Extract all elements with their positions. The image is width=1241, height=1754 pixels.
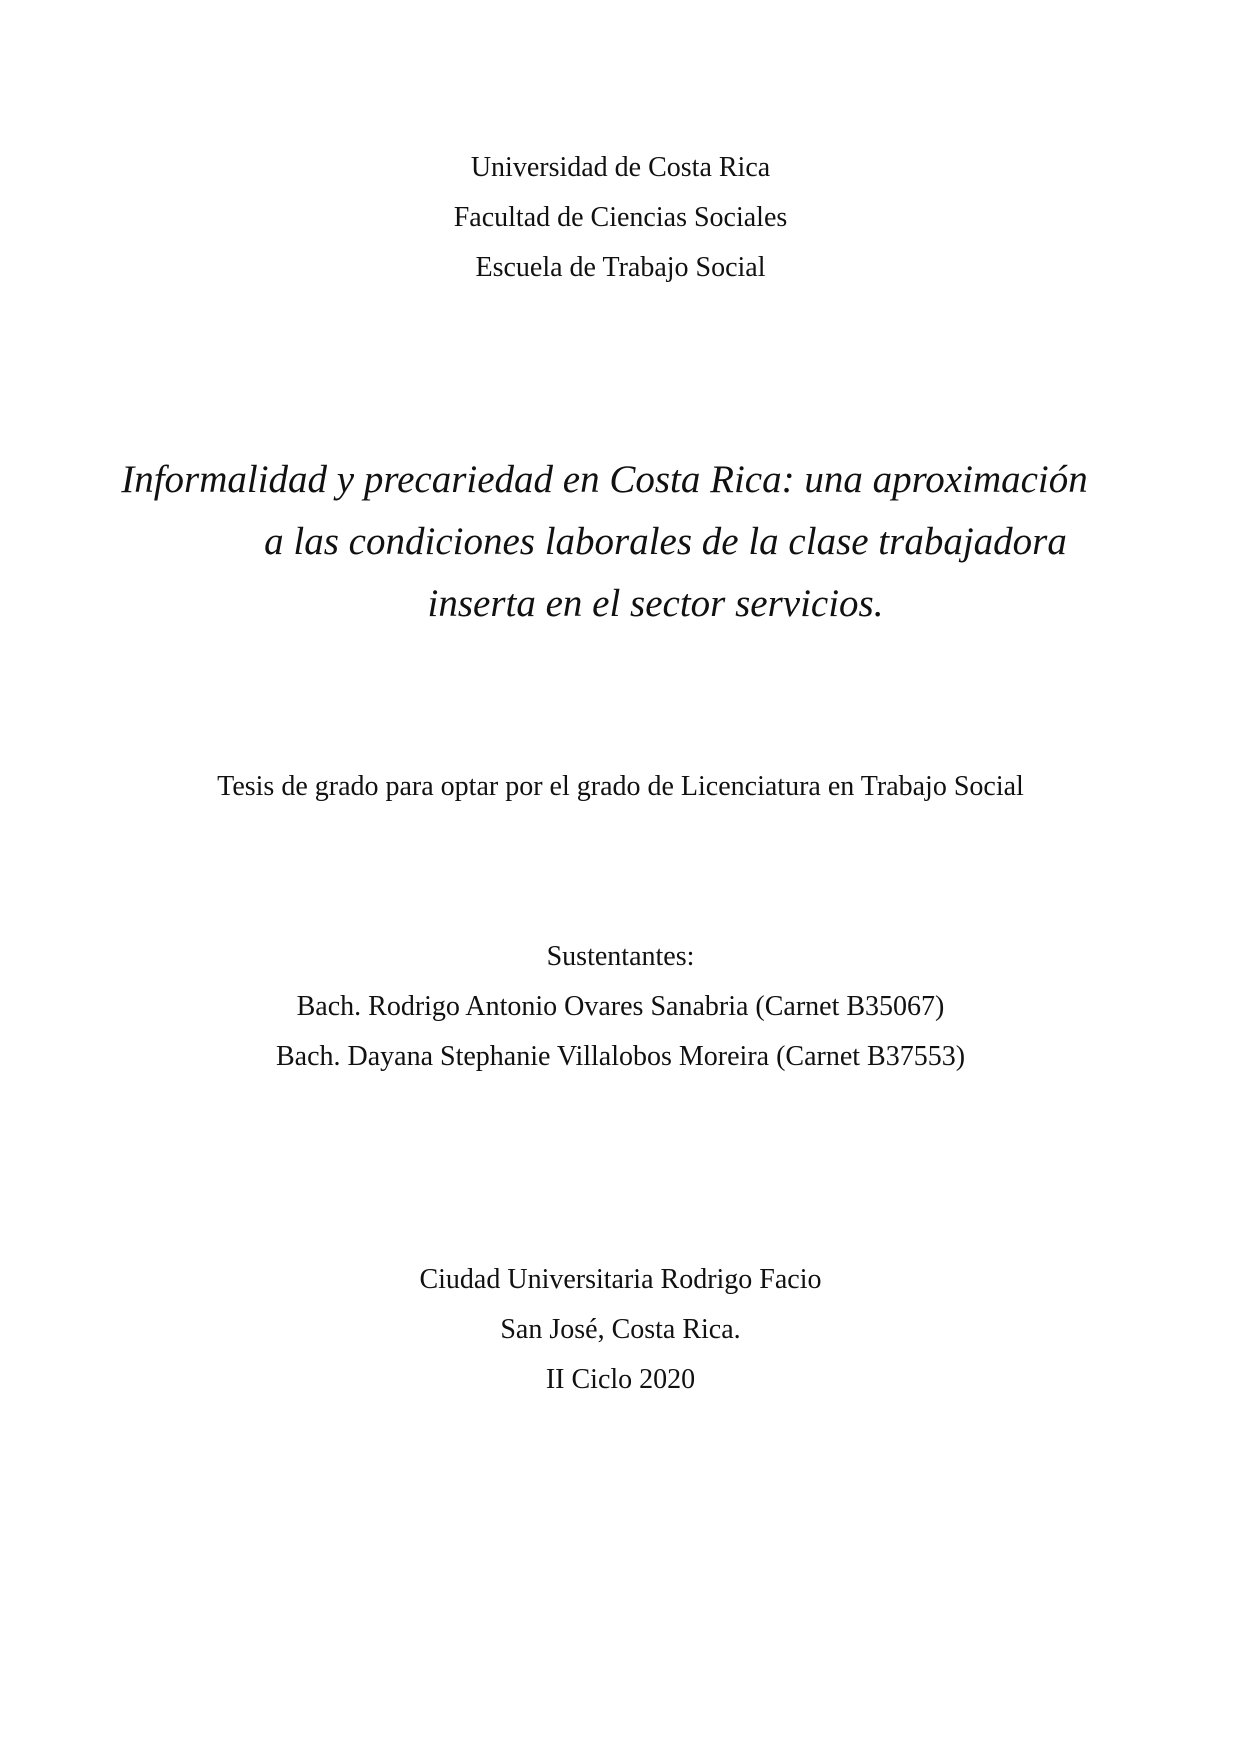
authors-section: [0, 932, 1241, 1082]
academic-period: II Ciclo 2020: [545, 1364, 696, 1395]
thesis-title: [0, 449, 1241, 635]
title-line-3: inserta en el sector servicios.: [427, 582, 884, 625]
degree-statement: [0, 762, 1241, 812]
place-and-date: [0, 1255, 1241, 1405]
faculty-name: Facultad de Ciencias Sociales: [453, 202, 788, 233]
authors-heading: Sustentantes:: [546, 941, 695, 972]
author-2: Bach. Dayana Stephanie Villalobos Moreira (Carnet B37553): [275, 1041, 966, 1072]
degree-text: Tesis de grado para optar por el grado de Licenciatura en Trabajo Social: [217, 771, 1024, 802]
title-line-1: Informalidad y precariedad en Costa Rica: una aproximación: [121, 458, 1088, 501]
author-1: Bach. Rodrigo Antonio Ovares Sanabria (Carnet B35067): [296, 991, 945, 1022]
school-name: Escuela de Trabajo Social: [475, 252, 766, 283]
city-name: San José, Costa Rica.: [500, 1314, 741, 1345]
university-name: Universidad de Costa Rica: [470, 152, 771, 183]
campus-name: Ciudad Universitaria Rodrigo Facio: [419, 1264, 822, 1295]
institution-header: [0, 143, 1241, 293]
title-line-2: a las condiciones laborales de la clase trabajadora: [264, 520, 1067, 563]
